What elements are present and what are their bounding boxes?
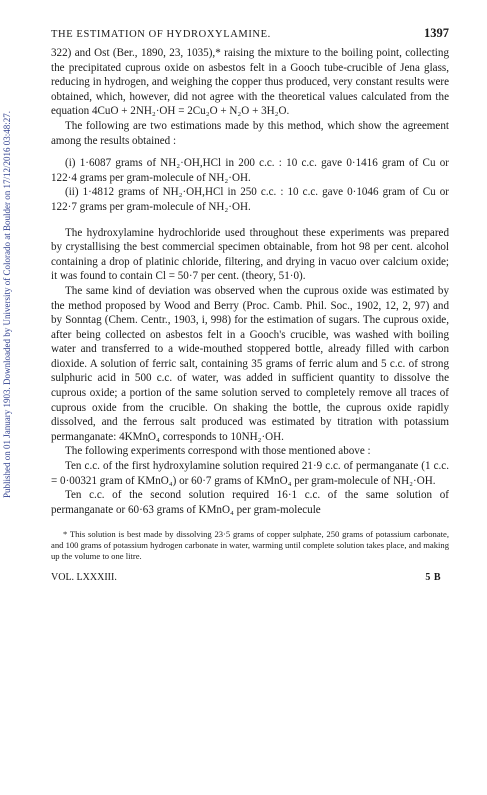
paragraph: The same kind of deviation was observed when the cuprous oxide was estimated by the method proposed by Wood and Berry (Proc. Camb. Phil. Soc., 1902, 12, 2, 97) and by Sonntag (Chem. Centr., 1903, i, 998) for the estimation of sugars. The cuprous oxide, after being collected on asbestos felt in a Gooch's crucible, was washed with boiling water and transferred to a wide-mouthed stoppered bottle, already filled with carbon dioxide. A solution of ferric salt, containing 35 grams of ferric alum and 5 c.c. of strong sulphuric acid in 500 c.c. of water, was added in sufficient quantity to dissolve the cuprous oxide; a portion of the same solution served to completely remove all traces of cuprous oxide from the crucible. On shaking the bottle, the cuprous oxide rapidly dissolved, and the ferrous salt produced was estimated by titration with potassium permanganate: 4KMnO₄ corresponds to 10NH₂·OH. [51,284,449,443]
result-item: (ii) 1·4812 grams of NH₂·OH,HCl in 250 c.c. : 10 c.c. gave 0·1046 gram of Cu or 122·7 grams per gram-molecule of NH₂·OH. [51,186,449,213]
paragraph: The following experiments correspond with those mentioned above : [65,445,371,458]
paragraph: Ten c.c. of the second solution required 16·1 c.c. of the same solution of permanganate or 60·63 grams of KMnO₄ per gram-molecule [51,489,449,516]
signature-mark: 5 B [425,572,441,584]
paragraph: Ten c.c. of the first hydroxylamine solution required 21·9 c.c. of permanganate (1 c.c. = 0·00321 gram of KMnO₄) or 60·7 grams of KMnO₄ per gram-molecule of NH₂·OH. [51,460,449,487]
result-item: (i) 1·6087 grams of NH₂·OH,HCl in 200 c.c. : 10 c.c. gave 0·1416 gram of Cu or 122·4 grams per gram-molecule of NH₂·OH. [51,157,449,184]
footnote-text: * This solution is best made by dissolving 23·5 grams of copper sulphate, 250 grams of potassium carbonate, and 100 grams of potassium hydrogen carbonate in water, warming until complete solution takes place, and making up the volume to one litre. [51,529,449,562]
page-footer [51,572,449,583]
footnote [51,526,449,562]
running-header [51,26,449,46]
paragraph: 322) and Ost (Ber., 1890, 23, 1035),* raising the mixture to the boiling point, collecting the precipitated cuprous oxide on asbestos felt in a Gooch tube-crucible of Jena glass, reducing in hydrogen, and weighing the copper thus produced, very constant results were obtained, which, however, did not agree with the theoretical values calculated from the equation 4CuO + 2NH₂·OH = 2Cu₂O + N₂O + 3H₂O. [51,47,449,118]
running-title: THE ESTIMATION OF HYDROXYLAMINE. [51,29,271,40]
page-number: 1397 [424,26,449,40]
paragraph: The following are two estimations made by this method, which show the agreement among the results obtained : [51,119,449,147]
article-body [51,46,449,517]
paragraph: The hydroxylamine hydrochloride used throughout these experiments was prepared by crystallising the best commercial specimen obtainable, from hot 98 per cent. alcohol containing a drop of platinic chloride, filtering, and drying in vacuo over calcium oxide; it was found to contain Cl = 50·7 per cent. (theory, 51·0). [51,226,449,283]
journal-page [51,26,449,583]
volume-label: VOL. LXXXIII. [51,572,117,584]
download-watermark: Published on 01 January 1903. Downloaded by University of Colorado at Boulder on 17/12/2016 03:48:27. [2,111,12,499]
